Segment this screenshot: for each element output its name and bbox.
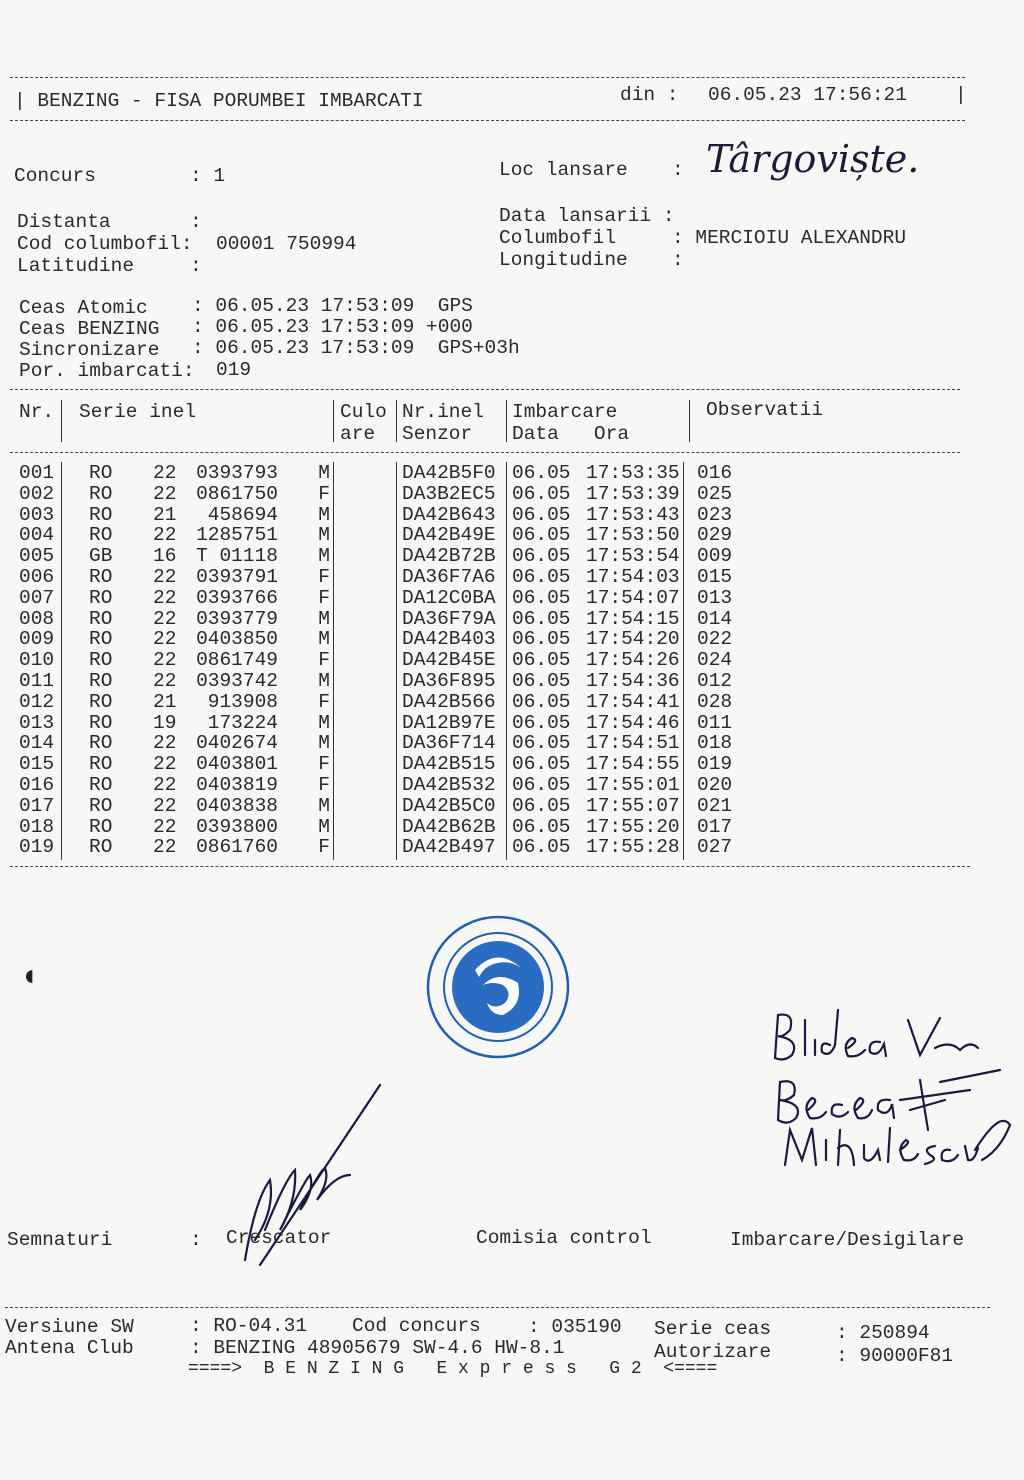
cell-nr: 016: [19, 774, 55, 796]
distanta-value: :: [190, 211, 202, 233]
cell-time: 17:54:26: [586, 649, 680, 672]
cell-country: RO: [89, 524, 113, 547]
cell-year: 22: [153, 462, 177, 484]
cell-observatii: 017: [697, 815, 733, 838]
col-header-culoare-2: are: [340, 423, 376, 445]
sincronizare-value: : 06.05.23 17:53:09 GPS+03h: [192, 337, 520, 359]
cell-time: 17:54:46: [586, 711, 680, 734]
cell-ring: 0393766: [196, 586, 278, 609]
cell-observatii: 022: [697, 628, 733, 651]
cell-year: 22: [153, 794, 177, 817]
cell-time: 17:53:43: [586, 503, 680, 526]
cell-sex: M: [318, 794, 330, 817]
cell-sensor: DA42B566: [402, 690, 496, 713]
cell-year: 22: [153, 753, 177, 776]
cell-observatii: 023: [697, 503, 733, 526]
cell-observatii: 027: [697, 836, 733, 859]
cell-year: 22: [153, 628, 177, 651]
cell-nr: 014: [19, 732, 55, 755]
cell-ring: 458694: [207, 503, 278, 526]
cell-year: 22: [153, 815, 177, 838]
cell-date: 06.05: [512, 607, 571, 630]
longitudine-label: Longitudine: [499, 249, 628, 271]
imbarcati-value: 019: [216, 359, 252, 381]
cell-country: RO: [89, 732, 113, 755]
ceas-benzing-label: Ceas BENZING: [19, 318, 160, 340]
cell-date: 06.05: [512, 774, 571, 796]
cell-observatii: 029: [697, 524, 733, 547]
cell-ring: 0402674: [196, 732, 278, 755]
cell-sex: M: [318, 815, 330, 838]
col-divider: [61, 462, 62, 860]
cell-country: RO: [89, 482, 113, 505]
cell-sensor: DA42B62B: [402, 815, 496, 838]
cell-time: 17:54:36: [586, 670, 680, 692]
cell-observatii: 015: [697, 566, 733, 588]
cell-nr: 006: [19, 566, 55, 588]
cell-sex: M: [318, 462, 330, 484]
cell-ring: 0393791: [196, 566, 278, 588]
crescator-label: Crescator: [226, 1227, 332, 1249]
cell-year: 22: [153, 774, 177, 796]
cell-observatii: 016: [697, 462, 733, 484]
cell-ring: 0861749: [196, 649, 278, 672]
cell-date: 06.05: [512, 711, 571, 734]
distanta-label: Distanta: [17, 211, 111, 233]
ceas-atomic-value: : 06.05.23 17:53:09 GPS: [192, 295, 473, 317]
cell-nr: 015: [19, 753, 55, 776]
cell-sensor: DA12B97E: [402, 711, 496, 734]
cell-country: RO: [89, 462, 113, 484]
cell-date: 06.05: [512, 628, 571, 651]
cell-ring: 0403801: [196, 753, 278, 776]
cell-sensor: DA12C0BA: [402, 586, 496, 609]
cell-nr: 004: [19, 524, 55, 547]
cell-sex: M: [318, 732, 330, 755]
cell-nr: 001: [19, 462, 55, 484]
benzing-express-banner: ====> B E N Z I N G E x p r e s s G 2 <====: [188, 1359, 718, 1379]
latitudine-value: :: [190, 255, 202, 277]
grower-signature: [225, 1080, 390, 1280]
cell-observatii: 021: [697, 794, 733, 817]
cell-sex: M: [318, 503, 330, 526]
header-bar: |: [955, 84, 967, 106]
imbarcare-desigilare-label: Imbarcare/Desigilare: [730, 1229, 965, 1251]
cell-ring: 913908: [207, 690, 278, 713]
cell-time: 17:53:50: [586, 524, 680, 547]
cell-year: 22: [153, 732, 177, 755]
cell-nr: 017: [19, 794, 55, 817]
cell-nr: 011: [19, 670, 55, 692]
cell-date: 06.05: [512, 482, 571, 505]
cell-nr: 010: [19, 649, 55, 672]
cell-observatii: 024: [697, 649, 733, 672]
col-header-serie-inel: Serie inel: [79, 401, 197, 423]
cell-ring: 0393800: [196, 815, 278, 838]
cell-time: 17:53:54: [586, 545, 680, 568]
cell-year: 21: [153, 690, 177, 713]
col-header-observatii: Observatii: [706, 399, 824, 421]
cell-sensor: DA42B5F0: [402, 462, 496, 484]
cell-ring: 0861760: [196, 836, 278, 859]
cell-time: 17:54:15: [586, 607, 680, 630]
cell-time: 17:54:07: [586, 586, 680, 609]
serie-ceas-value: : 250894: [836, 1322, 930, 1344]
cell-observatii: 013: [697, 586, 733, 609]
cell-date: 06.05: [512, 566, 571, 588]
cell-nr: 005: [19, 545, 55, 568]
cell-sensor: DA36F714: [402, 732, 496, 755]
versiune-sw-value: : RO-04.31: [190, 1315, 308, 1337]
cell-country: RO: [89, 815, 113, 838]
cell-ring: 0393793: [196, 462, 278, 484]
col-header-nr-inel: Nr.inel: [402, 401, 484, 423]
cell-date: 06.05: [512, 815, 571, 838]
serie-ceas-label: Serie ceas: [654, 1318, 772, 1340]
cell-nr: 008: [19, 607, 55, 630]
col-header-culoare: Culo: [340, 401, 387, 423]
col-header-imbarcare: Imbarcare: [512, 401, 618, 423]
cod-concurs-value: : 035190: [528, 1316, 622, 1338]
loc-lansare-label: Loc lansare: [499, 159, 628, 181]
cell-observatii: 012: [697, 670, 733, 692]
columbofil-label: Columbofil: [499, 227, 617, 249]
cell-sex: M: [318, 670, 330, 692]
cell-observatii: 025: [697, 482, 733, 505]
cell-time: 17:54:55: [586, 753, 680, 776]
cell-time: 17:54:41: [586, 690, 680, 713]
ceas-benzing-value: : 06.05.23 17:53:09 +000: [192, 316, 473, 338]
cell-ring: T 01118: [196, 545, 278, 568]
col-header-senzor: Senzor: [402, 423, 473, 445]
cell-time: 17:53:39: [586, 482, 680, 505]
cell-observatii: 014: [697, 607, 733, 630]
cell-observatii: 018: [697, 732, 733, 755]
cell-sex: M: [318, 628, 330, 651]
cell-sex: F: [318, 566, 330, 588]
cell-nr: 019: [19, 836, 55, 859]
col-divider: [61, 400, 62, 442]
ceas-atomic-label: Ceas Atomic: [19, 297, 148, 319]
cell-sex: M: [318, 545, 330, 568]
cod-columbofil-value: 00001 750994: [216, 233, 357, 255]
cell-ring: 173224: [207, 711, 278, 734]
cell-observatii: 019: [697, 753, 733, 776]
cell-ring: 1285751: [196, 524, 278, 547]
cell-nr: 007: [19, 586, 55, 609]
cell-sensor: DA42B532: [402, 774, 496, 796]
cell-year: 21: [153, 503, 177, 526]
semnaturi-label: Semnaturi: [7, 1229, 113, 1251]
imbarcati-label: Por. imbarcati:: [19, 360, 195, 382]
cell-nr: 012: [19, 690, 55, 713]
columbofil-value: : MERCIOIU ALEXANDRU: [672, 227, 907, 249]
cell-nr: 003: [19, 503, 55, 526]
col-divider: [333, 400, 334, 442]
cell-year: 22: [153, 586, 177, 609]
cell-year: 16: [153, 545, 177, 568]
cell-country: RO: [89, 794, 113, 817]
document-title: | BENZING - FISA PORUMBEI IMBARCATI: [14, 90, 424, 112]
cell-time: 17:53:35: [586, 462, 680, 484]
cell-ring: 0403850: [196, 628, 278, 651]
cell-sensor: DA36F79A: [402, 607, 496, 630]
cell-ring: 0403838: [196, 794, 278, 817]
cell-country: RO: [89, 649, 113, 672]
din-label: din :: [620, 84, 679, 106]
comisia-control-label: Comisia control: [476, 1227, 652, 1249]
cell-year: 22: [153, 649, 177, 672]
cell-country: RO: [89, 566, 113, 588]
cell-nr: 002: [19, 482, 55, 505]
cell-year: 22: [153, 566, 177, 588]
cell-observatii: 020: [697, 774, 733, 796]
loc-lansare-value: Târgoviște.: [706, 137, 920, 181]
cell-country: RO: [89, 607, 113, 630]
cell-year: 22: [153, 524, 177, 547]
cell-sensor: DA42B72B: [402, 545, 496, 568]
club-stamp: [423, 915, 573, 1065]
cell-date: 06.05: [512, 503, 571, 526]
cell-year: 22: [153, 607, 177, 630]
cell-country: RO: [89, 753, 113, 776]
cod-concurs-label: Cod concurs: [352, 1315, 481, 1337]
autorizare-label: Autorizare: [654, 1341, 772, 1363]
cell-date: 06.05: [512, 670, 571, 692]
col-divider: [689, 400, 690, 442]
col-divider: [506, 400, 507, 442]
cell-observatii: 011: [697, 711, 733, 734]
cell-sensor: DA3B2EC5: [402, 482, 496, 505]
divider: [10, 120, 965, 121]
cell-observatii: 028: [697, 690, 733, 713]
loc-sep: :: [672, 159, 684, 181]
cell-country: RO: [89, 711, 113, 734]
cell-sensor: DA42B497: [402, 836, 496, 859]
cell-sex: M: [318, 524, 330, 547]
cell-nr: 013: [19, 711, 55, 734]
cell-ring: 0403819: [196, 774, 278, 796]
cell-year: 22: [153, 836, 177, 859]
divider: [5, 1307, 990, 1308]
print-datetime: 06.05.23 17:56:21: [708, 84, 907, 106]
col-divider: [396, 400, 397, 442]
cell-time: 17:54:51: [586, 732, 680, 755]
longitudine-value: :: [672, 249, 684, 271]
cell-country: GB: [89, 545, 113, 568]
cell-country: RO: [89, 503, 113, 526]
concurs-value: : 1: [190, 165, 226, 187]
cell-date: 06.05: [512, 649, 571, 672]
col-divider: [396, 462, 397, 860]
col-divider: [333, 462, 334, 860]
cell-time: 17:55:20: [586, 815, 680, 838]
cell-sensor: DA42B643: [402, 503, 496, 526]
cell-date: 06.05: [512, 462, 571, 484]
divider: [10, 452, 960, 453]
cell-nr: 018: [19, 815, 55, 838]
cell-year: 19: [153, 711, 177, 734]
autorizare-value: : 90000F81: [836, 1345, 954, 1367]
cell-sensor: DA42B45E: [402, 649, 496, 672]
cell-time: 17:55:07: [586, 794, 680, 817]
cell-ring: 0393779: [196, 607, 278, 630]
cod-columbofil-label: Cod columbofil:: [17, 233, 193, 255]
cell-sex: F: [318, 774, 330, 796]
hole-punch-mark: ◖: [20, 961, 39, 995]
antena-club-label: Antena Club: [5, 1337, 134, 1359]
commission-signatures: [760, 1000, 1020, 1180]
cell-time: 17:55:28: [586, 836, 680, 859]
cell-time: 17:54:03: [586, 566, 680, 588]
cell-ring: 0393742: [196, 670, 278, 692]
cell-sensor: DA42B49E: [402, 524, 496, 547]
latitudine-label: Latitudine: [17, 255, 135, 277]
cell-date: 06.05: [512, 586, 571, 609]
cell-year: 22: [153, 670, 177, 692]
cell-sex: F: [318, 586, 330, 609]
cell-sex: M: [318, 607, 330, 630]
cell-sex: F: [318, 482, 330, 505]
cell-date: 06.05: [512, 794, 571, 817]
cell-date: 06.05: [512, 836, 571, 859]
concurs-label: Concurs: [14, 165, 96, 187]
cell-sensor: DA36F895: [402, 670, 496, 692]
cell-date: 06.05: [512, 753, 571, 776]
divider: [10, 389, 960, 390]
cell-sex: F: [318, 649, 330, 672]
cell-sex: F: [318, 690, 330, 713]
cell-sex: M: [318, 711, 330, 734]
cell-country: RO: [89, 670, 113, 692]
cell-country: RO: [89, 774, 113, 796]
cell-ring: 0861750: [196, 482, 278, 505]
cell-year: 22: [153, 482, 177, 505]
cell-sex: F: [318, 753, 330, 776]
col-header-nr: Nr.: [19, 401, 55, 423]
cell-country: RO: [89, 586, 113, 609]
cell-country: RO: [89, 836, 113, 859]
col-header-data-ora: Data Ora: [512, 423, 630, 445]
cell-sensor: DA36F7A6: [402, 566, 496, 588]
cell-observatii: 009: [697, 545, 733, 568]
cell-sensor: DA42B515: [402, 753, 496, 776]
cell-country: RO: [89, 690, 113, 713]
cell-date: 06.05: [512, 524, 571, 547]
cell-country: RO: [89, 628, 113, 651]
cell-time: 17:54:20: [586, 628, 680, 651]
sincronizare-label: Sincronizare: [19, 339, 160, 361]
cell-sensor: DA42B5C0: [402, 794, 496, 817]
col-divider: [506, 462, 507, 860]
cell-sensor: DA42B403: [402, 628, 496, 651]
cell-nr: 009: [19, 628, 55, 651]
cell-date: 06.05: [512, 690, 571, 713]
divider: [10, 77, 965, 78]
cell-date: 06.05: [512, 545, 571, 568]
cell-time: 17:55:01: [586, 774, 680, 796]
divider: [10, 866, 970, 867]
data-lansarii-label: Data lansarii :: [499, 205, 675, 227]
cell-sex: F: [318, 836, 330, 859]
cell-date: 06.05: [512, 732, 571, 755]
semnaturi-sep: :: [190, 1229, 202, 1251]
versiune-sw-label: Versiune SW: [5, 1316, 134, 1338]
antena-club-value: : BENZING 48905679 SW-4.6 HW-8.1: [190, 1337, 565, 1359]
